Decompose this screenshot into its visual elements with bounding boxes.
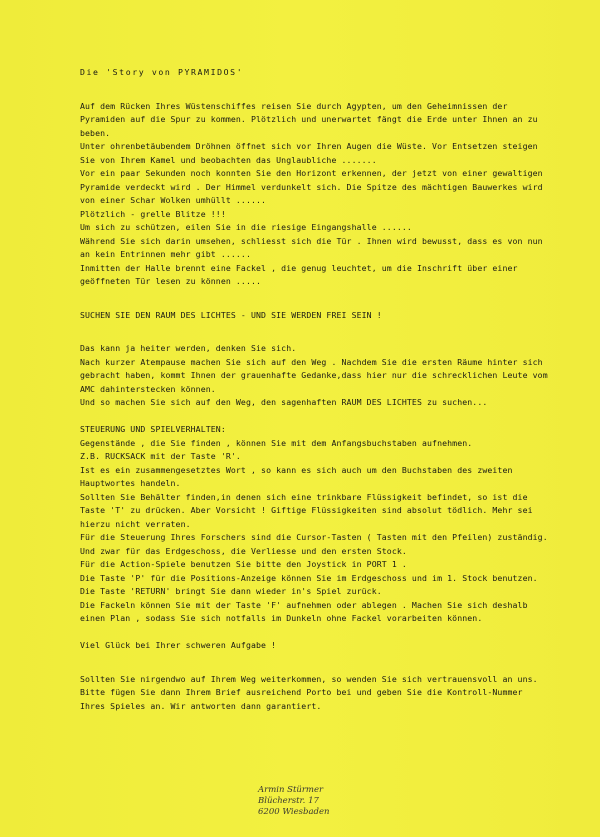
signature-city: 6200 Wiesbaden xyxy=(258,807,330,817)
signature-name: Armin Stürmer xyxy=(258,785,324,795)
spacer xyxy=(80,626,550,640)
document-body xyxy=(80,66,550,713)
story-paragraph: Auf dem Rücken Ihres Wüstenschiffes reisen Sie durch Agypten, um den Geheimnissen der Pyramiden auf die Spur zu kommen. Plötzlich und unerwartet fängt die Erde unter Ihnen an zu beben. xyxy=(80,100,538,138)
spacer xyxy=(80,289,550,309)
story-paragraph: Das kann ja heiter werden, denken Sie sich. xyxy=(80,343,297,353)
spacer xyxy=(80,410,550,424)
controls-paragraph: Sollten Sie Behälter finden,in denen sich eine trinkbare Flüssigkeit befindet, so ist die Taste 'T' zu drücken. Aber Vorsicht ! Giftige Flüssigkeiten sind absolut tödlich. Mehr sei hierzu nicht verraten. xyxy=(80,491,533,529)
controls-paragraph: Ist es ein zusammengesetztes Wort , so kann es sich auch um den Buchstaben des zweiten Hauptwortes handeln. xyxy=(80,464,513,488)
controls-paragraph: Für die Action-Spiele benutzen Sie bitte den Joystick in PORT 1 . xyxy=(80,559,407,569)
controls-paragraph: Für die Steuerung Ihres Forschers sind die Cursor-Tasten ( Tasten mit den Pfeilen) zuständig. Und zwar für das Erdgeschoss, die Verliesse und den ersten Stock. xyxy=(80,532,548,556)
story-paragraph: Unter ohrenbetäubendem Dröhnen öffnet sich vor Ihren Augen die Wüste. Vor Entsetzen steigen Sie von Ihrem Kamel und beobachten das Unglaubliche ....... xyxy=(80,141,538,165)
page-title: Die 'Story von PYRAMIDOS' xyxy=(80,67,244,77)
story-paragraph: Plötzlich - grelle Blitze !!! xyxy=(80,208,226,219)
motto-heading: SUCHEN SIE DEN RAUM DES LICHTES - UND SIE WERDEN FREI SEIN ! xyxy=(80,309,382,320)
controls-paragraph: Die Fackeln können Sie mit der Taste 'F' aufnehmen oder ablegen . Machen Sie sich deshalb einen Plan , sodass Sie sich notfalls im Dunkeln ohne Fackel vorarbeiten können. xyxy=(80,599,528,623)
story-paragraph: Während Sie sich darin umsehen, schliesst sich die Tür . Ihnen wird bewusst, dass es von nun an kein Entrinnen mehr gibt ...... xyxy=(80,235,543,259)
story-paragraph: Um sich zu schützen, eilen Sie in die riesige Eingangshalle ...... xyxy=(80,222,412,232)
story-paragraph: Nach kurzer Atempause machen Sie sich auf den Weg . Nachdem Sie die ersten Räume hinter sich gebracht haben, kommt Ihnen der grauenhafte Gedanke,dass hier nur die schrecklichen Leute vom AMC dahinterstecken können. xyxy=(80,356,548,394)
signature-block xyxy=(258,785,330,818)
good-luck-line: Viel Glück bei Ihrer schweren Aufgabe ! xyxy=(80,640,277,650)
controls-paragraph: Z.B. RUCKSACK mit der Taste 'R'. xyxy=(80,451,241,461)
story-paragraph: Inmitten der Halle brennt eine Fackel , die genug leuchtet, um die Inschrift über einer geöffneten Tür lesen zu können ..... xyxy=(80,262,518,286)
spacer xyxy=(80,322,550,342)
controls-paragraph: Gegenstände , die Sie finden , können Sie mit dem Anfangsbuchstaben aufnehmen. xyxy=(80,437,473,448)
controls-paragraph: Die Taste 'P' für die Positions-Anzeige können Sie im Erdgeschoss und im 1. Stock benutzen. Die Taste 'RETURN' bringt Sie dann wieder in's Spiel zurück. xyxy=(80,572,538,596)
controls-heading: STEUERUNG UND SPIELVERHALTEN: xyxy=(80,424,226,434)
story-paragraph: Vor ein paar Sekunden noch konnten Sie den Horizont erkennen, der jetzt von einer gewaltigen Pyramide verdeckt wird . Der Himmel verdunkelt sich. Die Spitze des mächtigen Bauwerkes wird von einer Schar Wolken umhüllt ...... xyxy=(80,168,543,205)
signature-street: Blücherstr. 17 xyxy=(258,796,319,806)
story-paragraph: Und so machen Sie sich auf den Weg, den sagenhaften RAUM DES LICHTES zu suchen... xyxy=(80,397,488,407)
spacer xyxy=(80,653,550,673)
closing-paragraph: Sollten Sie nirgendwo auf Ihrem Weg weiterkommen, so wenden Sie sich vertrauensvoll an uns. Bitte fügen Sie dann Ihrem Brief ausreichend Porto bei und geben Sie die Kontroll-Nummer Ihres Spieles an. Wir antworten dann garantiert. xyxy=(80,673,538,711)
